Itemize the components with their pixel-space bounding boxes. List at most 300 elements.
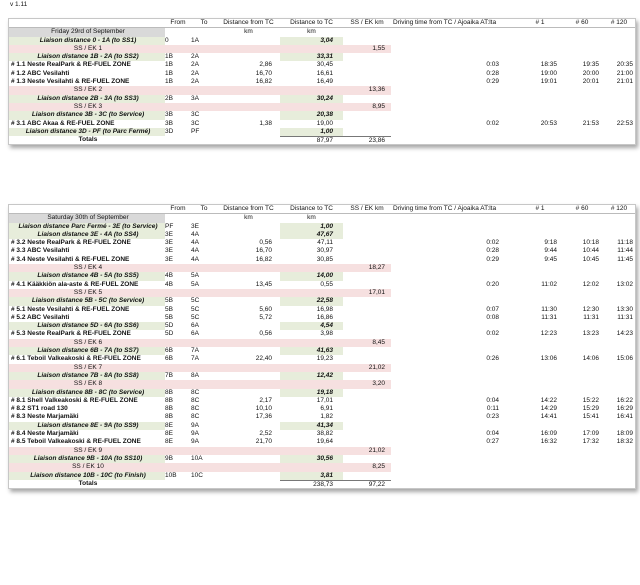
saturday-schedule-table xyxy=(8,204,636,489)
liaison-row xyxy=(9,422,635,430)
time-car-1 xyxy=(519,103,561,111)
ss-ek-km xyxy=(343,281,391,289)
distance-to-tc xyxy=(280,45,343,53)
stage-row xyxy=(9,330,635,338)
friday-rows xyxy=(9,37,635,145)
distance-from-tc xyxy=(217,339,280,347)
version-label: v 1.11 xyxy=(10,1,28,8)
driving-time: 0:04 xyxy=(486,396,499,404)
to-code: 10C xyxy=(191,471,203,479)
ss-ek-km xyxy=(343,37,391,45)
driving-time: 0:02 xyxy=(486,330,499,338)
distance-from-tc: 16,82 xyxy=(255,78,272,86)
liaison-row xyxy=(9,223,635,231)
ss-row xyxy=(9,103,635,111)
from-code: 4B xyxy=(165,280,173,288)
time-car-120: 20:35 xyxy=(616,61,633,69)
to-code: 3A xyxy=(191,94,199,102)
stage-name: # 3.2 Neste RealPark & RE-FUEL ZONE xyxy=(11,239,131,247)
to-code: 8A xyxy=(191,371,199,379)
time-car-1 xyxy=(519,364,561,372)
distance-from-tc xyxy=(217,128,280,136)
distance-to-tc: 30,85 xyxy=(316,255,333,263)
to-code: PF xyxy=(191,127,200,135)
ss-row xyxy=(9,45,635,53)
time-car-120: 13:30 xyxy=(616,305,633,313)
time-car-1 xyxy=(519,347,561,355)
ss-ek-km xyxy=(343,355,391,363)
ss-ek-km xyxy=(343,405,391,413)
stage-row xyxy=(9,247,635,255)
to-code: 3C xyxy=(191,111,200,119)
header-car-1: # 1 xyxy=(535,19,545,26)
time-car-120 xyxy=(603,364,635,372)
time-car-1 xyxy=(519,472,561,480)
time-car-60 xyxy=(561,364,603,372)
distance-from-tc xyxy=(217,380,280,388)
to-code xyxy=(191,447,217,455)
from-code: 3E xyxy=(165,255,173,263)
time-car-1: 19:00 xyxy=(540,69,557,77)
time-car-60 xyxy=(561,422,603,430)
ss-ek-km: 8,45 xyxy=(343,339,391,347)
distance-from-tc xyxy=(217,95,280,103)
distance-to-tc: 30,45 xyxy=(316,61,333,69)
driving-time: 0:02 xyxy=(486,239,499,247)
stage-name: # 1.2 ABC Vesilahti xyxy=(11,69,70,77)
ss-ek-km xyxy=(343,438,391,446)
time-car-120 xyxy=(603,289,635,297)
liaison-row xyxy=(9,472,635,480)
time-car-120: 15:06 xyxy=(616,355,633,363)
unit-label: km xyxy=(244,214,253,222)
distance-from-tc: 22,40 xyxy=(255,355,272,363)
time-car-1: 11:31 xyxy=(541,313,557,321)
to-code: 5C xyxy=(191,297,200,305)
time-car-60: 10:45 xyxy=(582,255,599,263)
time-car-1 xyxy=(519,372,561,380)
from-code: 3E xyxy=(165,230,173,238)
time-car-1 xyxy=(519,380,561,388)
from-code xyxy=(165,380,191,388)
distance-from-tc xyxy=(217,480,280,488)
stage-row xyxy=(9,78,635,86)
time-car-1 xyxy=(519,86,561,94)
to-code: 4A xyxy=(191,247,199,255)
distance-to-tc: 1,00 xyxy=(280,128,343,136)
to-code xyxy=(191,289,217,297)
time-car-120 xyxy=(603,322,635,330)
to-code xyxy=(191,463,217,471)
distance-to-tc: 16,61 xyxy=(316,69,333,77)
stage-row xyxy=(9,405,635,413)
header-from: From xyxy=(170,19,186,26)
stage-name: # 6.1 Teboil Valkeakoski & RE-FUEL ZONE xyxy=(11,355,141,363)
unit-label: km xyxy=(244,28,253,36)
time-car-1 xyxy=(519,223,561,231)
distance-from-tc: 2,52 xyxy=(259,430,272,438)
distance-to-tc: 4,54 xyxy=(280,322,343,330)
distance-to-tc xyxy=(280,103,343,111)
driving-time: 0:28 xyxy=(486,69,499,77)
stage-name: Liaison distance 5D - 6A (to SS6) xyxy=(9,322,165,330)
time-car-1 xyxy=(519,289,561,297)
stage-name: # 8.3 Neste Marjamäki xyxy=(11,413,79,421)
distance-from-tc xyxy=(217,372,280,380)
time-car-1 xyxy=(519,297,561,305)
from-code: 6B xyxy=(165,347,173,355)
driving-time xyxy=(391,272,519,280)
distance-from-tc: 21,70 xyxy=(255,438,272,446)
distance-to-tc: 3,04 xyxy=(280,37,343,45)
distance-to-tc xyxy=(280,447,343,455)
driving-time: 0:23 xyxy=(486,413,499,421)
time-car-60 xyxy=(561,372,603,380)
time-car-60: 12:02 xyxy=(582,280,599,288)
stage-name: SS / EK 2 xyxy=(9,86,165,94)
driving-time xyxy=(391,53,519,61)
from-code: 1B xyxy=(165,61,173,69)
time-car-60 xyxy=(561,272,603,280)
header-name xyxy=(9,19,165,27)
ss-ek-km: 17,01 xyxy=(343,289,391,297)
time-car-60 xyxy=(561,231,603,239)
time-car-1 xyxy=(519,231,561,239)
distance-from-tc xyxy=(217,463,280,471)
ss-row xyxy=(9,380,635,388)
stage-name: # 1.1 Neste RealPark & RE-FUEL ZONE xyxy=(11,61,131,69)
ss-ek-km xyxy=(343,413,391,421)
driving-time xyxy=(391,339,519,347)
stage-row xyxy=(9,314,635,322)
distance-from-tc xyxy=(217,231,280,239)
time-car-60: 15:22 xyxy=(582,396,599,404)
to-code xyxy=(191,103,217,111)
from-code: 5D xyxy=(165,322,174,330)
time-car-60 xyxy=(561,128,603,136)
stage-name: # 8.2 ST1 road 130 xyxy=(11,405,68,413)
driving-time xyxy=(391,322,519,330)
time-car-1 xyxy=(519,264,561,272)
time-car-60: 20:01 xyxy=(582,78,599,86)
distance-to-tc xyxy=(280,86,343,94)
from-code: 3E xyxy=(165,247,173,255)
to-code: 4A xyxy=(191,230,199,238)
liaison-row xyxy=(9,272,635,280)
stage-name: Liaison distance 6B - 7A (to SS7) xyxy=(9,347,165,355)
distance-from-tc xyxy=(217,37,280,45)
driving-time xyxy=(391,372,519,380)
time-car-60: 17:09 xyxy=(582,430,599,438)
driving-time xyxy=(391,128,519,136)
distance-from-tc xyxy=(217,422,280,430)
to-code: 3E xyxy=(191,222,199,230)
distance-to-tc: 41,34 xyxy=(280,422,343,430)
liaison-row xyxy=(9,95,635,103)
ss-ek-km: 8,95 xyxy=(343,103,391,111)
stage-row xyxy=(9,355,635,363)
ss-ek-km xyxy=(343,78,391,86)
distance-from-tc xyxy=(217,455,280,463)
to-code xyxy=(191,45,217,53)
driving-time xyxy=(391,223,519,231)
driving-time xyxy=(391,95,519,103)
time-car-1 xyxy=(519,455,561,463)
time-car-120 xyxy=(603,103,635,111)
distance-to-tc: 238,73 xyxy=(280,480,343,488)
driving-time xyxy=(391,380,519,388)
time-car-120 xyxy=(603,372,635,380)
driving-time: 0:26 xyxy=(486,355,499,363)
time-car-1 xyxy=(519,422,561,430)
time-car-1: 9:18 xyxy=(544,239,557,247)
stage-row xyxy=(9,306,635,314)
time-car-60: 17:32 xyxy=(582,438,599,446)
stage-row xyxy=(9,397,635,405)
stage-name: SS / EK 4 xyxy=(9,264,165,272)
distance-to-tc xyxy=(280,364,343,372)
driving-time xyxy=(391,480,519,488)
stage-row xyxy=(9,438,635,446)
driving-time xyxy=(391,37,519,45)
time-car-60 xyxy=(561,53,603,61)
time-car-1: 14:29 xyxy=(540,405,557,413)
time-car-120: 21:01 xyxy=(616,78,633,86)
time-car-120 xyxy=(603,264,635,272)
time-car-120: 11:45 xyxy=(617,255,633,263)
distance-to-tc: 33,31 xyxy=(280,53,343,61)
to-code: 10A xyxy=(191,454,203,462)
time-car-60 xyxy=(561,480,603,488)
ss-ek-km xyxy=(343,239,391,247)
stage-name: # 8.5 Teboil Valkeakoski & RE-FUEL ZONE xyxy=(11,438,141,446)
table-header xyxy=(9,19,635,28)
ss-ek-km xyxy=(343,95,391,103)
from-code: 7B xyxy=(165,371,173,379)
from-code: 4B xyxy=(165,272,173,280)
time-car-120 xyxy=(603,347,635,355)
time-car-60: 14:06 xyxy=(582,355,599,363)
ss-ek-km: 18,27 xyxy=(343,264,391,272)
ss-ek-km: 21,02 xyxy=(343,364,391,372)
stage-row xyxy=(9,239,635,247)
distance-from-tc: 0,56 xyxy=(259,239,272,247)
ss-ek-km xyxy=(343,223,391,231)
distance-to-tc: 12,42 xyxy=(280,372,343,380)
header-car-1: # 1 xyxy=(535,205,545,212)
stage-name: Liaison distance 3B - 3C (to Service) xyxy=(9,111,165,119)
stage-name: Liaison distance 1B - 2A (to SS2) xyxy=(9,53,165,61)
distance-from-tc xyxy=(217,86,280,94)
driving-time xyxy=(391,136,519,144)
time-car-60 xyxy=(561,463,603,471)
distance-from-tc xyxy=(217,272,280,280)
time-car-60: 20:00 xyxy=(582,69,599,77)
driving-time xyxy=(391,347,519,355)
distance-from-tc xyxy=(217,136,280,144)
to-code: 5A xyxy=(191,280,199,288)
distance-from-tc: 1,38 xyxy=(259,119,272,127)
distance-to-tc: 16,49 xyxy=(316,78,333,86)
from-code: 1B xyxy=(165,78,173,86)
time-car-1 xyxy=(519,480,561,488)
time-car-60: 10:44 xyxy=(582,247,599,255)
to-code: 2A xyxy=(191,78,199,86)
from-code xyxy=(165,103,191,111)
time-car-60 xyxy=(561,289,603,297)
distance-to-tc xyxy=(280,380,343,388)
time-car-60 xyxy=(561,37,603,45)
from-code xyxy=(165,86,191,94)
ss-row xyxy=(9,264,635,272)
header-driving-time: Driving time from TC / Ajoaika AT:lta xyxy=(393,205,497,212)
distance-to-tc: 87,97 xyxy=(280,136,343,144)
to-code: 5C xyxy=(191,313,200,321)
distance-from-tc xyxy=(217,447,280,455)
distance-to-tc: 16,98 xyxy=(316,305,333,313)
stage-row xyxy=(9,413,635,421)
distance-from-tc xyxy=(217,111,280,119)
stage-name: SS / EK 6 xyxy=(9,339,165,347)
time-car-60: 11:31 xyxy=(583,313,599,321)
to-code: 7A xyxy=(191,355,199,363)
distance-to-tc: 22,58 xyxy=(280,297,343,305)
distance-to-tc: 6,91 xyxy=(320,405,333,413)
stage-name: Liaison distance 5B - 5C (to Service) xyxy=(9,297,165,305)
stage-name: Liaison distance 0 - 1A (to SS1) xyxy=(9,37,165,45)
time-car-60 xyxy=(561,389,603,397)
driving-time xyxy=(391,103,519,111)
time-car-120 xyxy=(603,37,635,45)
time-car-60 xyxy=(561,136,603,144)
time-car-120: 11:44 xyxy=(617,247,633,255)
to-code xyxy=(191,86,217,94)
to-code xyxy=(191,480,217,488)
stage-name: # 3.3 ABC Vesilahti xyxy=(11,247,70,255)
stage-name: Liaison distance 2B - 3A (to SS3) xyxy=(9,95,165,103)
stage-name: # 3.1 ABC Akaa & RE-FUEL ZONE xyxy=(11,119,115,127)
time-car-120 xyxy=(603,95,635,103)
from-code: 8E xyxy=(165,438,173,446)
to-code: 2A xyxy=(191,61,199,69)
from-code: 8B xyxy=(165,388,173,396)
distance-to-tc: 19,00 xyxy=(316,119,333,127)
driving-time xyxy=(391,111,519,119)
ss-ek-km xyxy=(343,306,391,314)
distance-to-tc: 41,63 xyxy=(280,347,343,355)
table-header xyxy=(9,205,635,214)
distance-to-tc xyxy=(280,339,343,347)
ss-ek-km: 13,36 xyxy=(343,86,391,94)
ss-ek-km xyxy=(343,422,391,430)
from-code xyxy=(165,136,191,144)
stage-name: Totals xyxy=(78,136,98,144)
to-code: 9A xyxy=(191,421,199,429)
ss-ek-km xyxy=(343,397,391,405)
time-car-60 xyxy=(561,322,603,330)
header-distance-from-tc: Distance from TC xyxy=(223,205,274,212)
stage-name: # 1.3 Neste Vesilahti & RE-FUEL ZONE xyxy=(11,78,130,86)
stage-name: SS / EK 7 xyxy=(9,364,165,372)
liaison-row xyxy=(9,231,635,239)
stage-row xyxy=(9,256,635,264)
ss-row xyxy=(9,364,635,372)
time-car-120 xyxy=(603,223,635,231)
stage-name: # 8.4 Neste Marjamäki xyxy=(11,430,79,438)
distance-from-tc: 16,70 xyxy=(255,247,272,255)
ss-ek-km xyxy=(343,455,391,463)
from-code: 5D xyxy=(165,330,174,338)
stage-row xyxy=(9,120,635,128)
from-code: 8B xyxy=(165,413,173,421)
time-car-1 xyxy=(519,53,561,61)
distance-from-tc: 2,86 xyxy=(259,61,272,69)
ss-ek-km xyxy=(343,430,391,438)
from-code xyxy=(165,289,191,297)
driving-time: 0:20 xyxy=(486,280,499,288)
driving-time: 0:07 xyxy=(486,305,499,313)
from-code: 8B xyxy=(165,405,173,413)
from-code: 8E xyxy=(165,421,173,429)
to-code: 6A xyxy=(191,330,199,338)
time-car-120: 18:09 xyxy=(616,430,633,438)
ss-ek-km xyxy=(343,372,391,380)
ss-ek-km xyxy=(343,314,391,322)
header-car-120: # 120 xyxy=(610,19,628,26)
time-car-60 xyxy=(561,45,603,53)
distance-from-tc: 5,72 xyxy=(259,313,272,321)
time-car-1: 14:41 xyxy=(540,413,557,421)
time-car-1: 14:22 xyxy=(540,396,557,404)
to-code: 6A xyxy=(191,322,199,330)
driving-time xyxy=(391,422,519,430)
driving-time: 0:29 xyxy=(486,78,499,86)
time-car-120 xyxy=(603,111,635,119)
driving-time xyxy=(391,364,519,372)
header-car-120: # 120 xyxy=(610,205,628,212)
driving-time xyxy=(391,45,519,53)
ss-row xyxy=(9,447,635,455)
distance-to-tc: 3,81 xyxy=(280,472,343,480)
header-ss-ek-km: SS / EK km xyxy=(350,205,384,212)
distance-to-tc: 47,67 xyxy=(280,231,343,239)
distance-to-tc: 30,97 xyxy=(316,247,333,255)
from-code: 1B xyxy=(165,53,173,61)
time-car-1 xyxy=(519,111,561,119)
distance-from-tc: 16,70 xyxy=(255,69,272,77)
time-car-120 xyxy=(603,422,635,430)
distance-from-tc xyxy=(217,472,280,480)
stage-name: Liaison distance Parc Fermé - 3E (to Service) xyxy=(9,223,165,231)
distance-to-tc: 19,64 xyxy=(316,438,333,446)
to-code xyxy=(191,380,217,388)
time-car-60: 10:18 xyxy=(582,239,599,247)
ss-ek-km: 97,22 xyxy=(343,480,391,488)
distance-from-tc: 13,45 xyxy=(255,280,272,288)
stage-name: Liaison distance 7B - 8A (to SS8) xyxy=(9,372,165,380)
time-car-120 xyxy=(603,463,635,471)
driving-time xyxy=(391,447,519,455)
header-to: To xyxy=(200,205,208,212)
totals-row xyxy=(9,480,635,488)
time-car-120 xyxy=(603,272,635,280)
saturday-rows xyxy=(9,223,635,489)
driving-time xyxy=(391,389,519,397)
distance-from-tc xyxy=(217,289,280,297)
to-code: 1A xyxy=(191,36,199,44)
stage-name: SS / EK 9 xyxy=(9,447,165,455)
time-car-1 xyxy=(519,322,561,330)
